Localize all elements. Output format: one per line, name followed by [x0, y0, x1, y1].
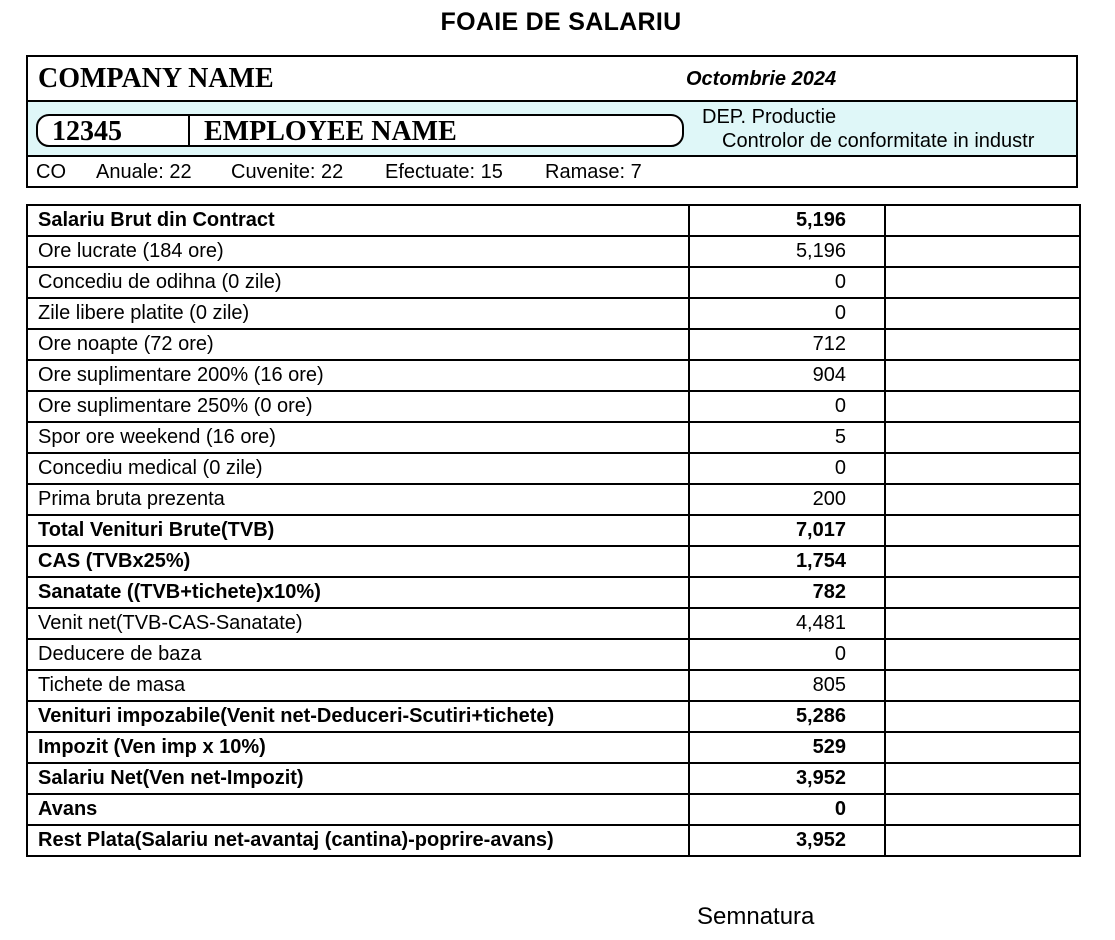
employee-identity-box: [36, 114, 684, 147]
payroll-row-blank-cell: [885, 794, 1080, 825]
payroll-row-label: Venit net(TVB-CAS-Sanatate): [27, 608, 689, 639]
payroll-row-value: 904: [689, 360, 885, 391]
employee-row: [28, 102, 1076, 157]
payroll-row: [27, 732, 1080, 763]
payroll-row-blank-cell: [885, 267, 1080, 298]
payroll-row-label: Concediu medical (0 zile): [27, 453, 689, 484]
payroll-row-label: Rest Plata(Salariu net-avantaj (cantina)-poprire-avans): [27, 825, 689, 856]
payroll-row-blank-cell: [885, 453, 1080, 484]
payroll-row: [27, 670, 1080, 701]
payroll-row-value: 3,952: [689, 825, 885, 856]
payroll-row: [27, 205, 1080, 236]
payroll-table-body: [27, 205, 1080, 856]
payroll-row-label: Venituri impozabile(Venit net-Deduceri-Scutiri+tichete): [27, 701, 689, 732]
payroll-row-label: Concediu de odihna (0 zile): [27, 267, 689, 298]
payroll-row-label: Ore noapte (72 ore): [27, 329, 689, 360]
payroll-row-value: 5,196: [689, 236, 885, 267]
employee-id-divider: [188, 116, 190, 145]
payroll-row-label: Ore suplimentare 250% (0 ore): [27, 391, 689, 422]
payroll-row: [27, 701, 1080, 732]
payroll-row-value: 5,286: [689, 701, 885, 732]
payroll-row-value: 5,196: [689, 205, 885, 236]
company-row: [28, 57, 1076, 102]
pay-period: Octombrie 2024: [686, 68, 837, 90]
payroll-row-blank-cell: [885, 608, 1080, 639]
payroll-row-value: 3,952: [689, 763, 885, 794]
signature-label: Semnatura: [697, 903, 815, 930]
payroll-row-blank-cell: [885, 546, 1080, 577]
payroll-row: [27, 608, 1080, 639]
payroll-row-value: 5: [689, 422, 885, 453]
employee-id: 12345: [52, 116, 122, 147]
payroll-row: [27, 298, 1080, 329]
document-title: FOAIE DE SALARIU: [440, 8, 682, 36]
payroll-row-value: 0: [689, 639, 885, 670]
payroll-row-label: Total Venituri Brute(TVB): [27, 515, 689, 546]
payroll-row-blank-cell: [885, 577, 1080, 608]
payroll-row-blank-cell: [885, 670, 1080, 701]
leave-remaining: Ramase: 7: [545, 161, 642, 183]
payroll-row-blank-cell: [885, 639, 1080, 670]
payroll-row-label: Avans: [27, 794, 689, 825]
payroll-row-label: CAS (TVBx25%): [27, 546, 689, 577]
payroll-row-blank-cell: [885, 360, 1080, 391]
payroll-row: [27, 825, 1080, 856]
employee-name: EMPLOYEE NAME: [204, 116, 457, 147]
payroll-row-value: 0: [689, 794, 885, 825]
payroll-row-blank-cell: [885, 329, 1080, 360]
payroll-row-blank-cell: [885, 732, 1080, 763]
payroll-row-blank-cell: [885, 236, 1080, 267]
payroll-row-blank-cell: [885, 391, 1080, 422]
payroll-row: [27, 515, 1080, 546]
leave-due: Cuvenite: 22: [231, 161, 344, 183]
payroll-row-label: Ore lucrate (184 ore): [27, 236, 689, 267]
payroll-row-value: 782: [689, 577, 885, 608]
payroll-row: [27, 391, 1080, 422]
payroll-row-value: 4,481: [689, 608, 885, 639]
employee-header: [26, 55, 1078, 188]
payroll-row-value: 0: [689, 267, 885, 298]
leave-taken: Efectuate: 15: [385, 161, 503, 183]
payroll-row: [27, 639, 1080, 670]
payroll-row-label: Tichete de masa: [27, 670, 689, 701]
payroll-row-value: 805: [689, 670, 885, 701]
payroll-row-label: Spor ore weekend (16 ore): [27, 422, 689, 453]
payroll-row-blank-cell: [885, 701, 1080, 732]
leave-label: CO: [36, 161, 66, 183]
payroll-table: [26, 204, 1081, 857]
payroll-row: [27, 360, 1080, 391]
payroll-row-label: Ore suplimentare 200% (16 ore): [27, 360, 689, 391]
payroll-row-label: Salariu Brut din Contract: [27, 205, 689, 236]
payroll-row-blank-cell: [885, 422, 1080, 453]
payroll-row: [27, 484, 1080, 515]
payroll-row: [27, 453, 1080, 484]
payroll-row-blank-cell: [885, 825, 1080, 856]
payroll-row: [27, 794, 1080, 825]
leave-summary-row: [28, 157, 1076, 188]
payroll-row-label: Prima bruta prezenta: [27, 484, 689, 515]
job-title: Controlor de conformitate in industr: [722, 130, 1035, 152]
payroll-row-blank-cell: [885, 515, 1080, 546]
payroll-row: [27, 763, 1080, 794]
payroll-row-value: 0: [689, 391, 885, 422]
payroll-row: [27, 267, 1080, 298]
payroll-row-value: 712: [689, 329, 885, 360]
payroll-row: [27, 329, 1080, 360]
payroll-row-label: Impozit (Ven imp x 10%): [27, 732, 689, 763]
payroll-row-value: 1,754: [689, 546, 885, 577]
payroll-row: [27, 546, 1080, 577]
payroll-row-value: 200: [689, 484, 885, 515]
payroll-row-label: Zile libere platite (0 zile): [27, 298, 689, 329]
payroll-row-label: Salariu Net(Ven net-Impozit): [27, 763, 689, 794]
payroll-row-blank-cell: [885, 763, 1080, 794]
payroll-row-value: 0: [689, 453, 885, 484]
leave-annual: Anuale: 22: [96, 161, 192, 183]
payroll-row-value: 7,017: [689, 515, 885, 546]
payroll-row-value: 529: [689, 732, 885, 763]
payroll-row: [27, 422, 1080, 453]
payroll-row-blank-cell: [885, 298, 1080, 329]
payroll-row-value: 0: [689, 298, 885, 329]
payroll-row-label: Deducere de baza: [27, 639, 689, 670]
payroll-row: [27, 577, 1080, 608]
department: DEP. Productie: [702, 106, 837, 128]
payroll-row-blank-cell: [885, 484, 1080, 515]
payroll-row-blank-cell: [885, 205, 1080, 236]
payroll-row-label: Sanatate ((TVB+tichete)x10%): [27, 577, 689, 608]
company-name: COMPANY NAME: [38, 63, 274, 94]
payroll-row: [27, 236, 1080, 267]
